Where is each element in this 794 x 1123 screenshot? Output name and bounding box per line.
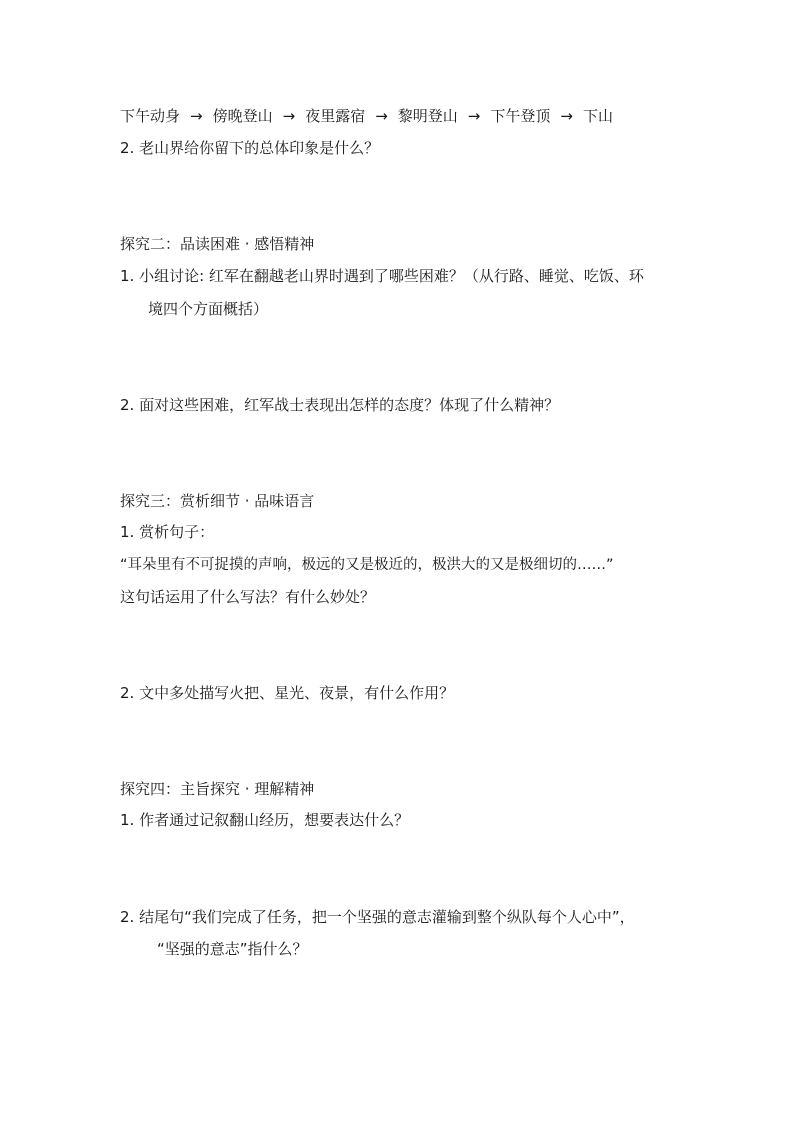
arrow-right-icon: → (190, 107, 203, 125)
flow-step: 黎明登山 (397, 107, 458, 125)
section-heading-2: 探究二：品读困难 · 感悟精神 (120, 235, 315, 253)
question-theme: 1. 作者通过记叙翻山经历，想要表达什么？ (120, 811, 410, 829)
flow-step: 夜里露宿 (305, 107, 366, 125)
arrow-right-icon: → (560, 107, 573, 125)
route-flow (120, 106, 613, 126)
question-attitude: 2. 面对这些困难，红军战士表现出怎样的态度？体现了什么精神？ (120, 396, 560, 414)
section-heading-4: 探究四：主旨探究 · 理解精神 (120, 780, 315, 798)
question-overall-impression: 2. 老山界给你留下的总体印象是什么？ (120, 139, 380, 157)
flow-step: 下午登顶 (490, 107, 551, 125)
question-sentence-intro: 1. 赏析句子： (120, 523, 215, 541)
flow-step: 下山 (582, 107, 613, 125)
flow-step: 下午动身 (120, 107, 181, 125)
quoted-sentence: “耳朵里有不可捉摸的声响，极远的又是极近的，极洪大的又是极细切的……” (120, 557, 614, 573)
question-difficulties: 1. 小组讨论: 红军在翻越老山界时遇到了哪些困难？（从行路、睡觉、吃饭、环 (120, 267, 644, 285)
arrow-right-icon: → (375, 107, 388, 125)
arrow-right-icon: → (467, 107, 481, 125)
arrow-right-icon: → (282, 107, 296, 125)
question-difficulties-cont: 境四个方面概括） (148, 300, 269, 318)
question-ending-sentence: 2. 结尾句“我们完成了任务，把一个坚强的意志灌输到整个纵队每个人心中”， (120, 908, 635, 926)
flow-step: 傍晚登山 (212, 107, 273, 125)
question-ending-sentence-cont: “坚强的意志”指什么？ (157, 940, 308, 958)
question-writing-technique: 这句话运用了什么写法？有什么妙处？ (120, 588, 376, 606)
section-heading-3: 探究三：赏析细节 · 品味语言 (120, 492, 315, 510)
question-description-effect: 2. 文中多处描写火把、星光、夜景，有什么作用？ (120, 684, 455, 702)
